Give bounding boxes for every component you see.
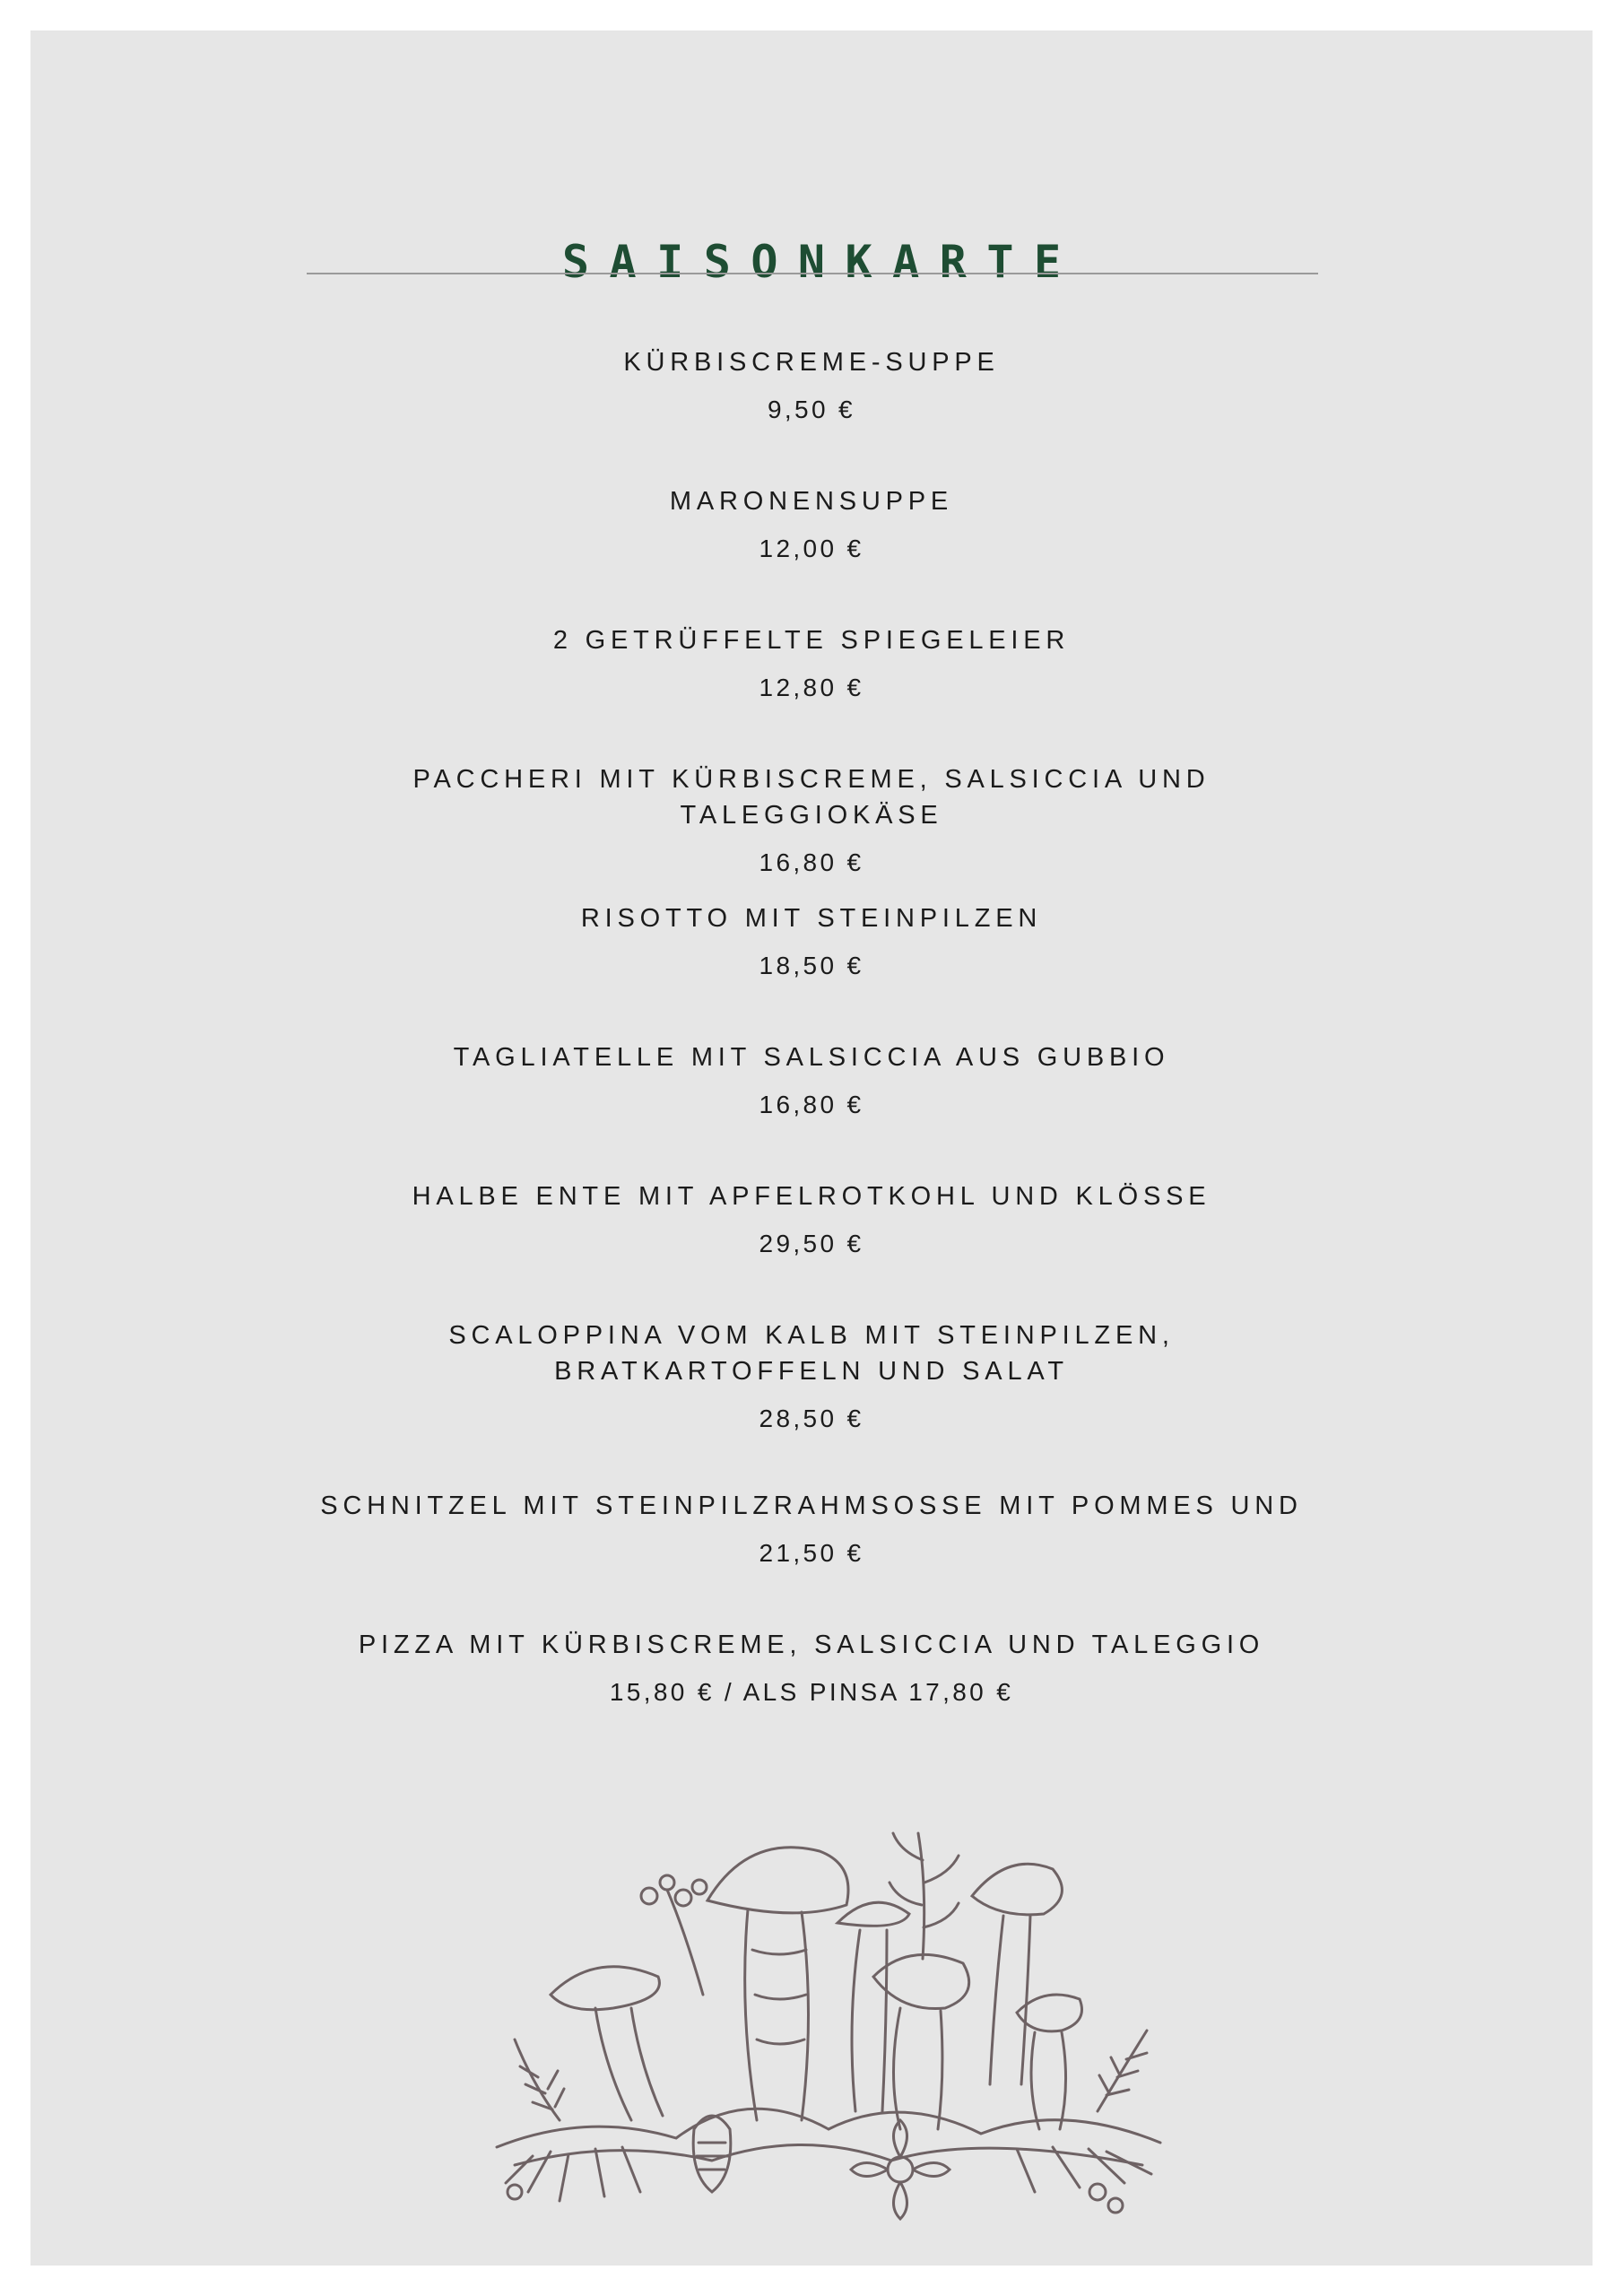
- menu-item-price: 12,00 €: [759, 535, 864, 562]
- menu-item: [299, 1039, 1324, 1178]
- menu-item: [299, 1488, 1324, 1627]
- menu-item-price: 16,80 €: [759, 848, 864, 876]
- menu-item: [299, 483, 1324, 622]
- menu-item: [299, 900, 1324, 1039]
- menu-item-name: TAGLIATELLE MIT SALSICCIA AUS GUBBIO: [453, 1043, 1170, 1072]
- menu-item-price: 18,50 €: [759, 952, 864, 979]
- menu-item-name: KÜRBISCREME-SUPPE: [623, 348, 1000, 377]
- menu-item-price: 29,50 €: [759, 1230, 864, 1257]
- mushroom-forest-illustration: [479, 1815, 1178, 2237]
- menu-item-name: SCHNITZEL MIT STEINPILZRAHMSOSSE MIT POMMES UND: [320, 1492, 1303, 1520]
- menu-item: [299, 1178, 1324, 1318]
- title-divider: [307, 273, 1318, 274]
- menu-item: [299, 761, 1324, 900]
- menu-item-name: 2 GETRÜFFELTE SPIEGELEIER: [552, 626, 1071, 655]
- menu-item-price: 21,50 €: [759, 1539, 864, 1567]
- menu-title: SAISONKARTE: [561, 236, 1081, 288]
- menu-item: [299, 1318, 1324, 1488]
- menu-item-name: RISOTTO MIT STEINPILZEN: [580, 904, 1043, 933]
- menu-item-price: 9,50 €: [767, 396, 855, 423]
- menu-item-name: PIZZA MIT KÜRBISCREME, SALSICCIA UND TALEGGIO: [358, 1631, 1265, 1659]
- menu-item-name: SCALOPPINA VOM KALB MIT STEINPILZEN, BRATKARTOFFELN UND SALAT: [448, 1321, 1175, 1386]
- menu-item-price: 15,80 € / ALS PINSA 17,80 €: [609, 1678, 1014, 1706]
- menu-item: [299, 622, 1324, 761]
- menu-item: [299, 344, 1324, 483]
- menu-item-name: PACCHERI MIT KÜRBISCREME, SALSICCIA UND TALEGGIOKÄSE: [412, 765, 1211, 830]
- menu-page: [30, 30, 1593, 2266]
- menu-item-price: 12,80 €: [759, 674, 864, 701]
- menu-item-name: HALBE ENTE MIT APFELROTKOHL UND KLÖSSE: [412, 1182, 1211, 1211]
- menu-item: [299, 1627, 1324, 1766]
- menu-item-price: 28,50 €: [759, 1405, 864, 1432]
- menu-items: [299, 344, 1324, 1766]
- menu-item-price: 16,80 €: [759, 1091, 864, 1118]
- menu-item-name: MARONENSUPPE: [669, 487, 954, 516]
